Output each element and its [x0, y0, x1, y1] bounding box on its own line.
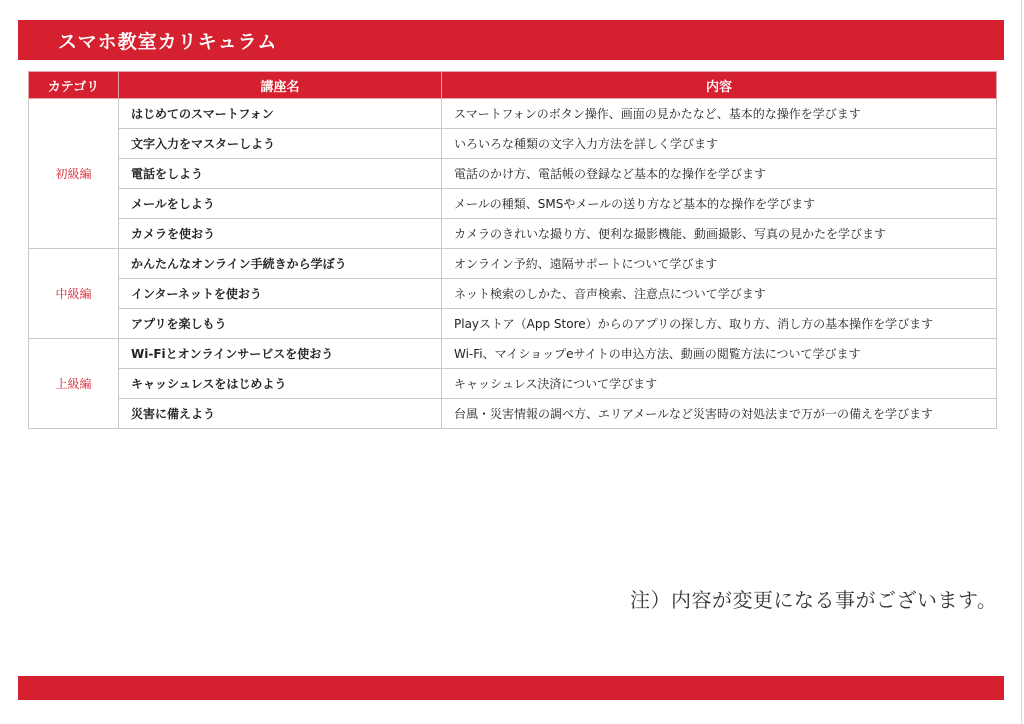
course-name: メールをしよう: [119, 189, 442, 219]
page-title: スマホ教室カリキュラム: [58, 30, 278, 53]
table-row: [29, 399, 997, 429]
course-name: インターネットを使おう: [119, 279, 442, 309]
title-bar: [18, 20, 1004, 60]
table-row: [29, 279, 997, 309]
table-row: [29, 339, 997, 369]
header-content: 内容: [442, 72, 997, 99]
table-row: [29, 369, 997, 399]
table-row: [29, 159, 997, 189]
course-name: かんたんなオンライン手続きから学ぼう: [119, 249, 442, 279]
course-name: カメラを使おう: [119, 219, 442, 249]
course-content: キャッシュレス決済について学びます: [442, 369, 997, 399]
course-name: アプリを楽しもう: [119, 309, 442, 339]
category-beginner: 初級編: [29, 99, 119, 249]
table-row: [29, 189, 997, 219]
course-name: キャッシュレスをはじめよう: [119, 369, 442, 399]
course-content: スマートフォンのボタン操作、画面の見かたなど、基本的な操作を学びます: [442, 99, 997, 129]
header-category: カテゴリ: [29, 72, 119, 99]
course-content: オンライン予約、遠隔サポートについて学びます: [442, 249, 997, 279]
curriculum-table: [28, 71, 997, 429]
course-content: Playストア（App Store）からのアプリの探し方、取り方、消し方の基本操作を学びます: [442, 309, 997, 339]
course-content: ネット検索のしかた、音声検索、注意点について学びます: [442, 279, 997, 309]
category-advanced: 上級編: [29, 339, 119, 429]
footer-bar: [18, 676, 1004, 700]
category-intermediate: 中級編: [29, 249, 119, 339]
course-name: Wi-Fiとオンラインサービスを使おう: [119, 339, 442, 369]
course-name: 電話をしよう: [119, 159, 442, 189]
course-content: いろいろな種類の文字入力方法を詳しく学びます: [442, 129, 997, 159]
header-course: 講座名: [119, 72, 442, 99]
scan-edge: [1021, 0, 1022, 724]
table-row: [29, 219, 997, 249]
course-name: はじめてのスマートフォン: [119, 99, 442, 129]
course-content: Wi-Fi、マイショップeサイトの申込方法、動画の閲覧方法について学びます: [442, 339, 997, 369]
table-row: [29, 309, 997, 339]
table-row: [29, 99, 997, 129]
change-notice: 注）内容が変更になる事がございます。: [630, 588, 998, 612]
course-content: カメラのきれいな撮り方、便利な撮影機能、動画撮影、写真の見かたを学びます: [442, 219, 997, 249]
table-header-row: [29, 72, 997, 99]
table-row: [29, 129, 997, 159]
course-name: 文字入力をマスターしよう: [119, 129, 442, 159]
course-content: 台風・災害情報の調べ方、エリアメールなど災害時の対処法まで万が一の備えを学びます: [442, 399, 997, 429]
table-row: [29, 249, 997, 279]
course-name: 災害に備えよう: [119, 399, 442, 429]
course-content: メールの種類、SMSやメールの送り方など基本的な操作を学びます: [442, 189, 997, 219]
course-content: 電話のかけ方、電話帳の登録など基本的な操作を学びます: [442, 159, 997, 189]
